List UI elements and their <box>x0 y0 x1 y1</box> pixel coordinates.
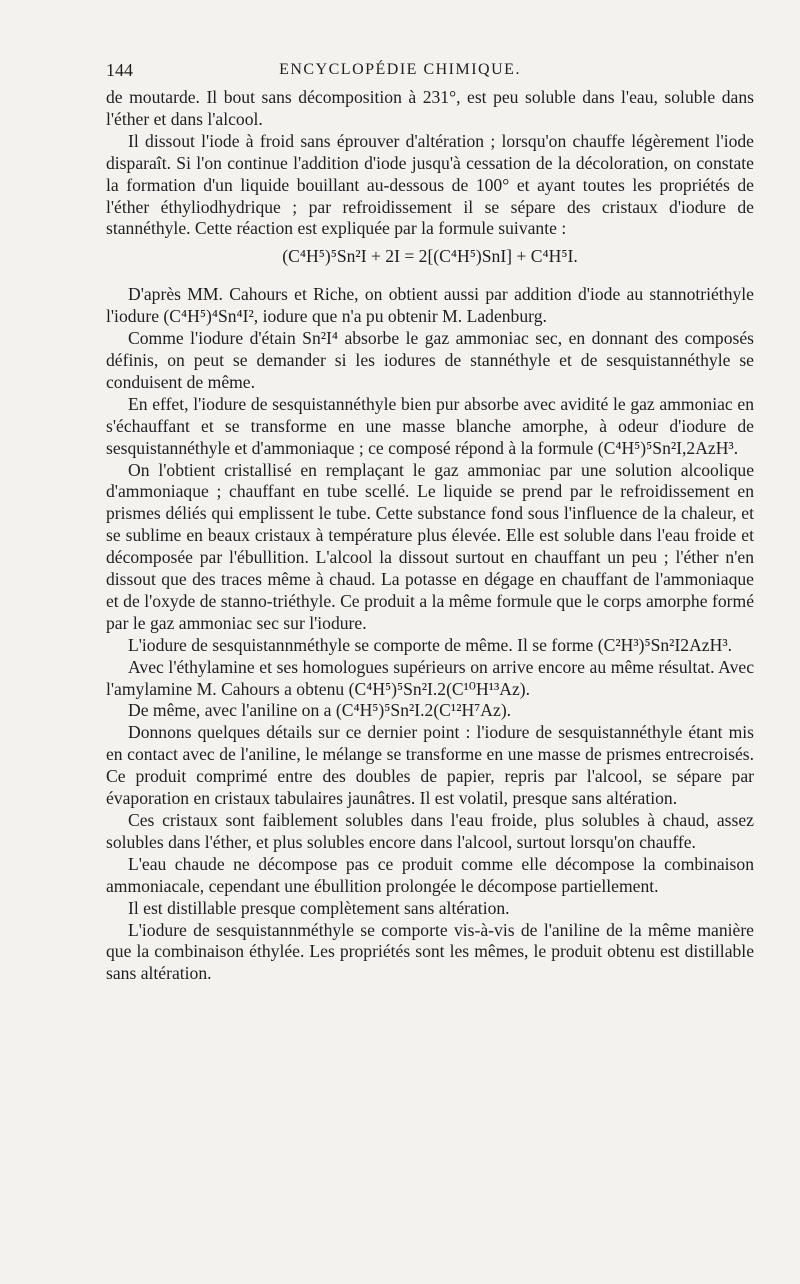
paragraph: Comme l'iodure d'étain Sn²I⁴ absorbe le gaz ammoniac sec, en donnant des composés définis, on peut se demander si les iodures de stannéthyle et de sesquistannéthyle se conduisent de même. <box>106 328 754 392</box>
paragraph: L'iodure de sesquistannméthyle se comporte de même. Il se forme (C²H³)⁵Sn²I2AzH³. <box>128 634 732 655</box>
paragraph: de moutarde. Il bout sans décomposition à 231°, est peu soluble dans l'eau, soluble dans l'éther et dans l'alcool. <box>106 87 754 129</box>
paragraph: Il dissout l'iode à froid sans éprouver d'altération ; lorsqu'on chauffe légèrement l'iode disparaît. Si l'on continue l'addition d'iode jusqu'à cessation de la décoloration, on constate la formation d'un liquide bouillant au-dessous de 100° et ayant toutes les propriétés de l'éther éthyliodhydrique ; par refroidissement il se sépare des cristaux d'iodure de stannéthyle. Cette réaction est expliquée par la formule suivante : <box>106 130 754 239</box>
paragraph: Donnons quelques détails sur ce dernier point : l'iodure de sesquistannéthyle étant mis en contact avec de l'aniline, le mélange se transforme en une masse de prismes entrecroisés. Ce produit comprimé entre des doubles de papier, repris par l'alcool, se sépare par évaporation en cristaux tabulaires jaunâtres. Il est volatil, presque sans altération. <box>106 722 754 809</box>
running-title: ENCYCLOPÉDIE CHIMIQUE. <box>279 61 521 78</box>
paragraph: En effet, l'iodure de sesquistannéthyle bien pur absorbe avec avidité le gaz ammoniac en s'échauffant et se transforme en une masse blanche amorphe, à odeur d'iodure de sesquistannéthyle et d'ammoniaque ; ce composé répond à la formule (C⁴H⁵)⁵Sn²I,2AzH³. <box>106 393 754 458</box>
paragraph: De même, avec l'aniline on a (C⁴H⁵)⁵Sn²I.2(C¹²H⁷Az). <box>128 700 512 721</box>
paragraph: Avec l'éthylamine et ses homologues supérieurs on arrive encore au même résultat. Avec l'amylamine M. Cahours a obtenu (C⁴H⁵)⁵Sn²I.2(C¹⁰H¹³Az). <box>106 656 754 699</box>
page-number: 144 <box>106 60 133 80</box>
paragraph: D'après MM. Cahours et Riche, on obtient aussi par addition d'iode au stannotriéthyle l'iodure (C⁴H⁵)⁴Sn⁴I², iodure que n'a pu obtenir M. Ladenburg. <box>106 284 754 327</box>
paragraph: L'eau chaude ne décompose pas ce produit comme elle décompose la combinaison ammoniacale, cependant une ébullition prolongée le décompose partiellement. <box>106 853 754 896</box>
paragraph: L'iodure de sesquistannméthyle se comporte vis-à-vis de l'aniline de la même manière que la combinaison éthylée. Les propriétés sont les mêmes, le produit obtenu est distillable sans altération. <box>106 919 754 984</box>
page-header <box>0 60 800 88</box>
paragraph: On l'obtient cristallisé en remplaçant le gaz ammoniac par une solution alcoolique d'ammoniaque ; chauffant en tube scellé. Le liquide se prend par le refroidissement en prismes déliés qui emplissent le tube. Cette substance fond sous l'influence de la chaleur, et se sublime en beaux cristaux à température plus élevée. Elle est soluble dans l'eau froide et décomposée par l'ébullition. L'alcool la dissout surtout en chauffant un peu ; l'éther n'en dissout que des traces même à chaud. La potasse en dégage en chauffant de l'ammoniaque et de l'oxyde de stanno-triéthyle. Ce produit a la même formule que le corps amorphe formé par le gaz ammoniac sec sur l'iodure. <box>106 459 754 633</box>
page-body <box>106 87 754 985</box>
formula: (C⁴H⁵)⁵Sn²I + 2I = 2[(C⁴H⁵)SnI] + C⁴H⁵I. <box>282 246 578 267</box>
paragraph: Ces cristaux sont faiblement solubles dans l'eau froide, plus solubles à chaud, assez solubles dans l'éther, et plus solubles encore dans l'alcool, surtout lorsqu'on chauffe. <box>106 810 754 852</box>
paragraph: Il est distillable presque complètement sans altération. <box>128 897 510 918</box>
